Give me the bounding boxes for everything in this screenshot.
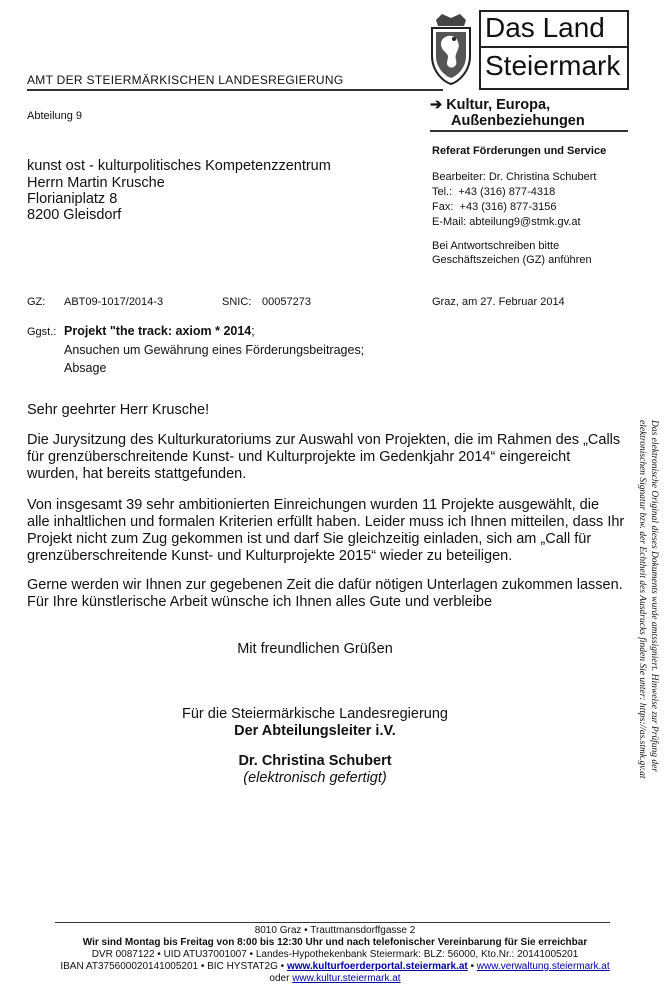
subject-label: Ggst.: [27,326,57,338]
project-title: Projekt "the track: axiom * 2014 [64,324,252,338]
paragraph-line: alle inhaltlichen und formalen Kriterien erfüllt haben. Leider muss ich Ihnen mitteilen, dass Ihr [27,514,625,530]
subject-line3: Absage [64,361,107,375]
gz-label: GZ: [27,296,46,308]
recipient-city: 8200 Gleisdorf [27,207,122,223]
paragraph-line: für grenzüberschreitende Kunst- und Kulturprojekte im Gedenkjahr 2014“ eingereicht [27,449,571,465]
gz-number: ABT09-1017/2014-3 [64,296,164,308]
phone-number: +43 (316) 877-4318 [458,186,556,198]
snic-label: SNIC: [222,296,252,308]
fax-label: Fax: [432,201,454,213]
paragraph-2 [27,497,624,565]
subject-project [64,324,255,338]
recipient-name: Herrn Martin Krusche [27,175,165,191]
arrow-right-icon: ➔ [430,97,443,113]
signature-note: (elektronisch gefertigt) [243,770,387,786]
footer-iban-text: IBAN AT375600020141005201 • BIC HYSTAT2G • [60,961,287,972]
reply-note-line2: Geschäftszeichen (GZ) anführen [432,254,592,266]
salutation: Sehr geehrter Herr Krusche! [27,402,210,418]
logo-text-line2: Steiermark [485,50,621,81]
place-date: Graz, am 27. Februar 2014 [432,296,565,308]
bearbeiter: Bearbeiter: Dr. Christina Schubert [432,171,597,183]
division-line1 [430,97,550,113]
verwaltung-link[interactable]: www.verwaltung.steiermark.at [476,961,610,972]
footer-divider [55,922,610,923]
footer-iban [0,961,670,973]
paragraph-line: Die Jurysitzung des Kulturkuratoriums zur Auswahl von Projekten, die im Rahmen des „Calls [27,432,621,448]
referat: Referat Förderungen und Service [432,145,607,157]
division-line2: Außenbeziehungen [451,113,585,129]
signature-verification-note [636,420,660,778]
kultur-link[interactable]: www.kultur.steiermark.at [292,973,401,984]
footer-hours: Wir sind Montag bis Freitag von 8:00 bis 12:30 Uhr und nach telefonischer Vereinbarung für Sie erreichbar [82,937,588,948]
footer-oder-text: oder [269,973,293,984]
paragraph-line: wurden, hat bereits stattgefunden. [27,466,247,482]
phone-label: Tel.: [432,186,453,198]
paragraph-line: grenzüberschreitende Kunst- und Kulturprojekte 2015“ wieder zu beteiligen. [27,548,513,564]
coat-of-arms-icon [428,12,474,86]
header-divider [27,89,443,91]
signature-line1: Für die Steiermärkische Landesregierung [182,706,448,722]
phone [432,186,555,198]
footer-separator: • [467,961,477,972]
fax [432,201,556,213]
division-name-1: Kultur, Europa, [446,97,551,113]
footer-oder [0,973,670,985]
division-divider [430,130,628,132]
side-note-line1: Das elektronische Original dieses Dokuments wurde amtssigniert. Hinweise zur Prüfung der [649,420,659,773]
footer-bank: DVR 0087122 • UID ATU37001007 • Landes-Hypothekenbank Steiermark: BLZ: 56000, Kto.Nr.: 20141005201 [91,949,579,960]
paragraph-line: Für Ihre künstlerische Arbeit wünsche ich Ihnen alles Gute und verbleibe [27,594,493,610]
department: Abteilung 9 [27,110,83,122]
side-note-line2: elektronischen Signatur bzw. der Echtheit des Ausdrucks finden Sie unter: https://as.stmk.gv.at [637,420,647,779]
recipient-org: kunst ost - kulturpolitisches Kompetenzzentrum [27,158,331,174]
paragraph-line: Gerne werden wir Ihnen zur gegebenen Zeit die dafür nötigen Unterlagen zukommen lassen. [27,577,623,593]
kulturfoerderportal-link[interactable]: www.kulturfoerderportal.steiermark.at [286,961,468,972]
paragraph-line: Projekt nicht zum Zug gekommen ist und darf Sie gleichzeitig einladen, sich am „Call für [27,531,592,547]
paragraph-line: Von insgesamt 39 sehr ambitionierten Einreichungen wurden 11 Projekte ausgewählt, die [27,497,600,513]
email: E-Mail: abteilung9@stmk.gv.at [432,216,581,228]
fax-number: +43 (316) 877-3156 [459,201,557,213]
logo-text-line1: Das Land [485,12,605,43]
recipient-street: Florianiplatz 8 [27,191,118,207]
authority-name: AMT DER STEIERMÄRKISCHEN LANDESREGIERUNG [27,73,344,87]
subject-line2: Ansuchen um Gewährung eines Förderungsbeitrages; [64,343,365,357]
closing: Mit freundlichen Grüßen [237,641,393,657]
signature-line2: Der Abteilungsleiter i.V. [234,723,396,739]
snic-number: 00057273 [262,296,311,308]
paragraph-1 [27,432,620,483]
footer-address: 8010 Graz • Trauttmansdorffgasse 2 [254,925,416,936]
logo-divider [479,46,627,48]
project-title-tail: ; [251,324,255,338]
reply-note-line1: Bei Antwortschreiben bitte [432,240,560,252]
paragraph-3 [27,577,623,611]
signer-name: Dr. Christina Schubert [238,753,392,769]
